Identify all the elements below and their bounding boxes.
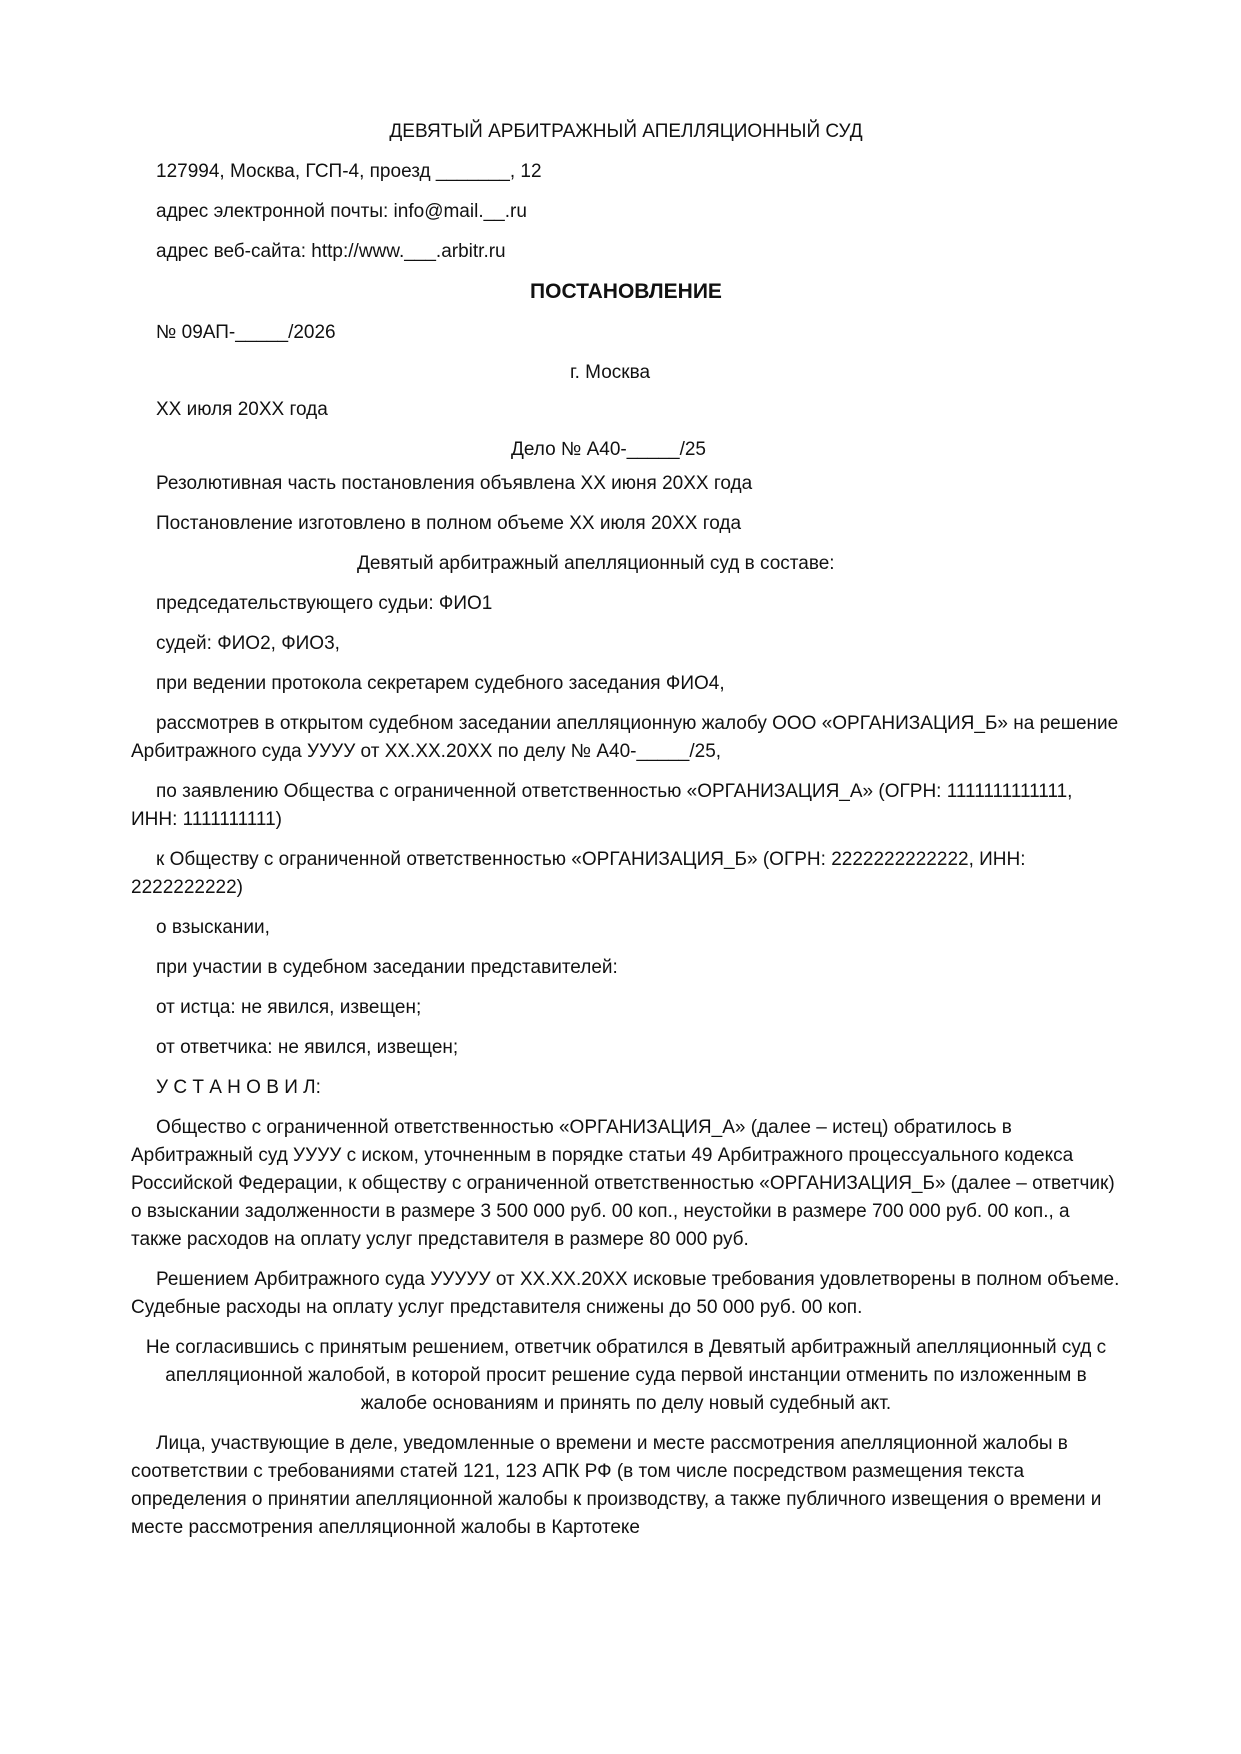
claimant: по заявлению Общества с ограниченной ответственностью «ОРГАНИЗАЦИЯ_А» (ОГРН: 1111111111111, ИНН: 1111111111) xyxy=(131,781,1073,830)
judges: судей: ФИО2, ФИО3, xyxy=(156,633,340,654)
from-claimant: от истца: не явился, извещен; xyxy=(156,997,422,1018)
considered-appeal: рассмотрев в открытом судебном заседании апелляционную жалобу ООО «ОРГАНИЗАЦИЯ_Б» на решение Арбитражного суда УУУУ от ХХ.ХХ.20ХХ по делу № А40-_____/25, xyxy=(131,713,1119,762)
defendant: к Обществу с ограниченной ответственностью «ОРГАНИЗАЦИЯ_Б» (ОГРН: 2222222222222, ИНН: 2222222222) xyxy=(131,849,1026,898)
from-defendant: от ответчика: не явился, извещен; xyxy=(156,1037,459,1058)
resolution-date: ХХ июля 20ХХ года xyxy=(156,399,328,420)
presiding-judge: председательствующего судьи: ФИО1 xyxy=(156,593,493,614)
secretary: при ведении протокола секретарем судебного заседания ФИО4, xyxy=(156,673,725,694)
body-paragraph-2: Решением Арбитражного суда УУУУУ от ХХ.ХХ.20ХХ исковые требования удовлетворены в полном объеме. Судебные расходы на оплату услуг представителя снижены до 50 000 руб. 00 коп. xyxy=(131,1269,1120,1318)
full-text-date: Постановление изготовлено в полном объеме ХХ июля 20ХХ года xyxy=(156,513,742,534)
established-heading: У С Т А Н О В И Л: xyxy=(156,1077,321,1098)
body-paragraph-1: Общество с ограниченной ответственностью «ОРГАНИЗАЦИЯ_А» (далее – истец) обратилось в Арбитражный суд УУУУ с иском, уточненным в порядке статьи 49 Арбитражного процессуального кодекса Российской Федерации, к обществу с ограниченной ответственностью «ОРГАНИЗАЦИЯ_Б» (далее – ответчик) о взыскании задолженности в размере 3 500 000 руб. 00 коп., неустойки в размере 700 000 руб. 00 коп., а также расходов на оплату услуг представителя в размере 80 000 руб. xyxy=(131,1117,1115,1250)
court-name: ДЕВЯТЫЙ АРБИТРАЖНЫЙ АПЕЛЛЯЦИОННЫЙ СУД xyxy=(389,121,863,142)
court-email: адрес электронной почты: info@mail.__.ru xyxy=(156,201,527,222)
resolution-number: № 09АП-_____/2026 xyxy=(156,322,336,343)
composition-intro: Девятый арбитражный апелляционный суд в составе: xyxy=(357,553,835,574)
resolution-announced: Резолютивная часть постановления объявлена ХХ июня 20ХХ года xyxy=(156,473,753,494)
case-subject: о взыскании, xyxy=(156,917,270,938)
court-website: адрес веб-сайта: http://www.___.arbitr.ru xyxy=(156,241,506,262)
case-number: Дело № А40-_____/25 xyxy=(511,439,706,460)
document-body xyxy=(131,118,1121,1542)
document-title: ПОСТАНОВЛЕНИЕ xyxy=(530,280,722,303)
body-paragraph-4: Лица, участвующие в деле, уведомленные о времени и месте рассмотрения апелляционной жалобы в соответствии с требованиями статей 121, 123 АПК РФ (в том числе посредством размещения текста определения о принятии апелляционной жалобы к производству, а также публичного извещения о времени и месте рассмотрения апелляционной жалобы в Картотеке xyxy=(131,1433,1102,1538)
court-address: 127994, Москва, ГСП-4, проезд _______, 12 xyxy=(156,161,542,182)
participation: при участии в судебном заседании представителей: xyxy=(156,957,618,978)
city: г. Москва xyxy=(570,362,651,383)
body-paragraph-3: Не согласившись с принятым решением, ответчик обратился в Девятый арбитражный апелляционный суд с апелляционной жалобой, в которой просит решение суда первой инстанции отменить по изложенным в жалобе основаниям и принять по делу новый судебный акт. xyxy=(145,1337,1107,1414)
